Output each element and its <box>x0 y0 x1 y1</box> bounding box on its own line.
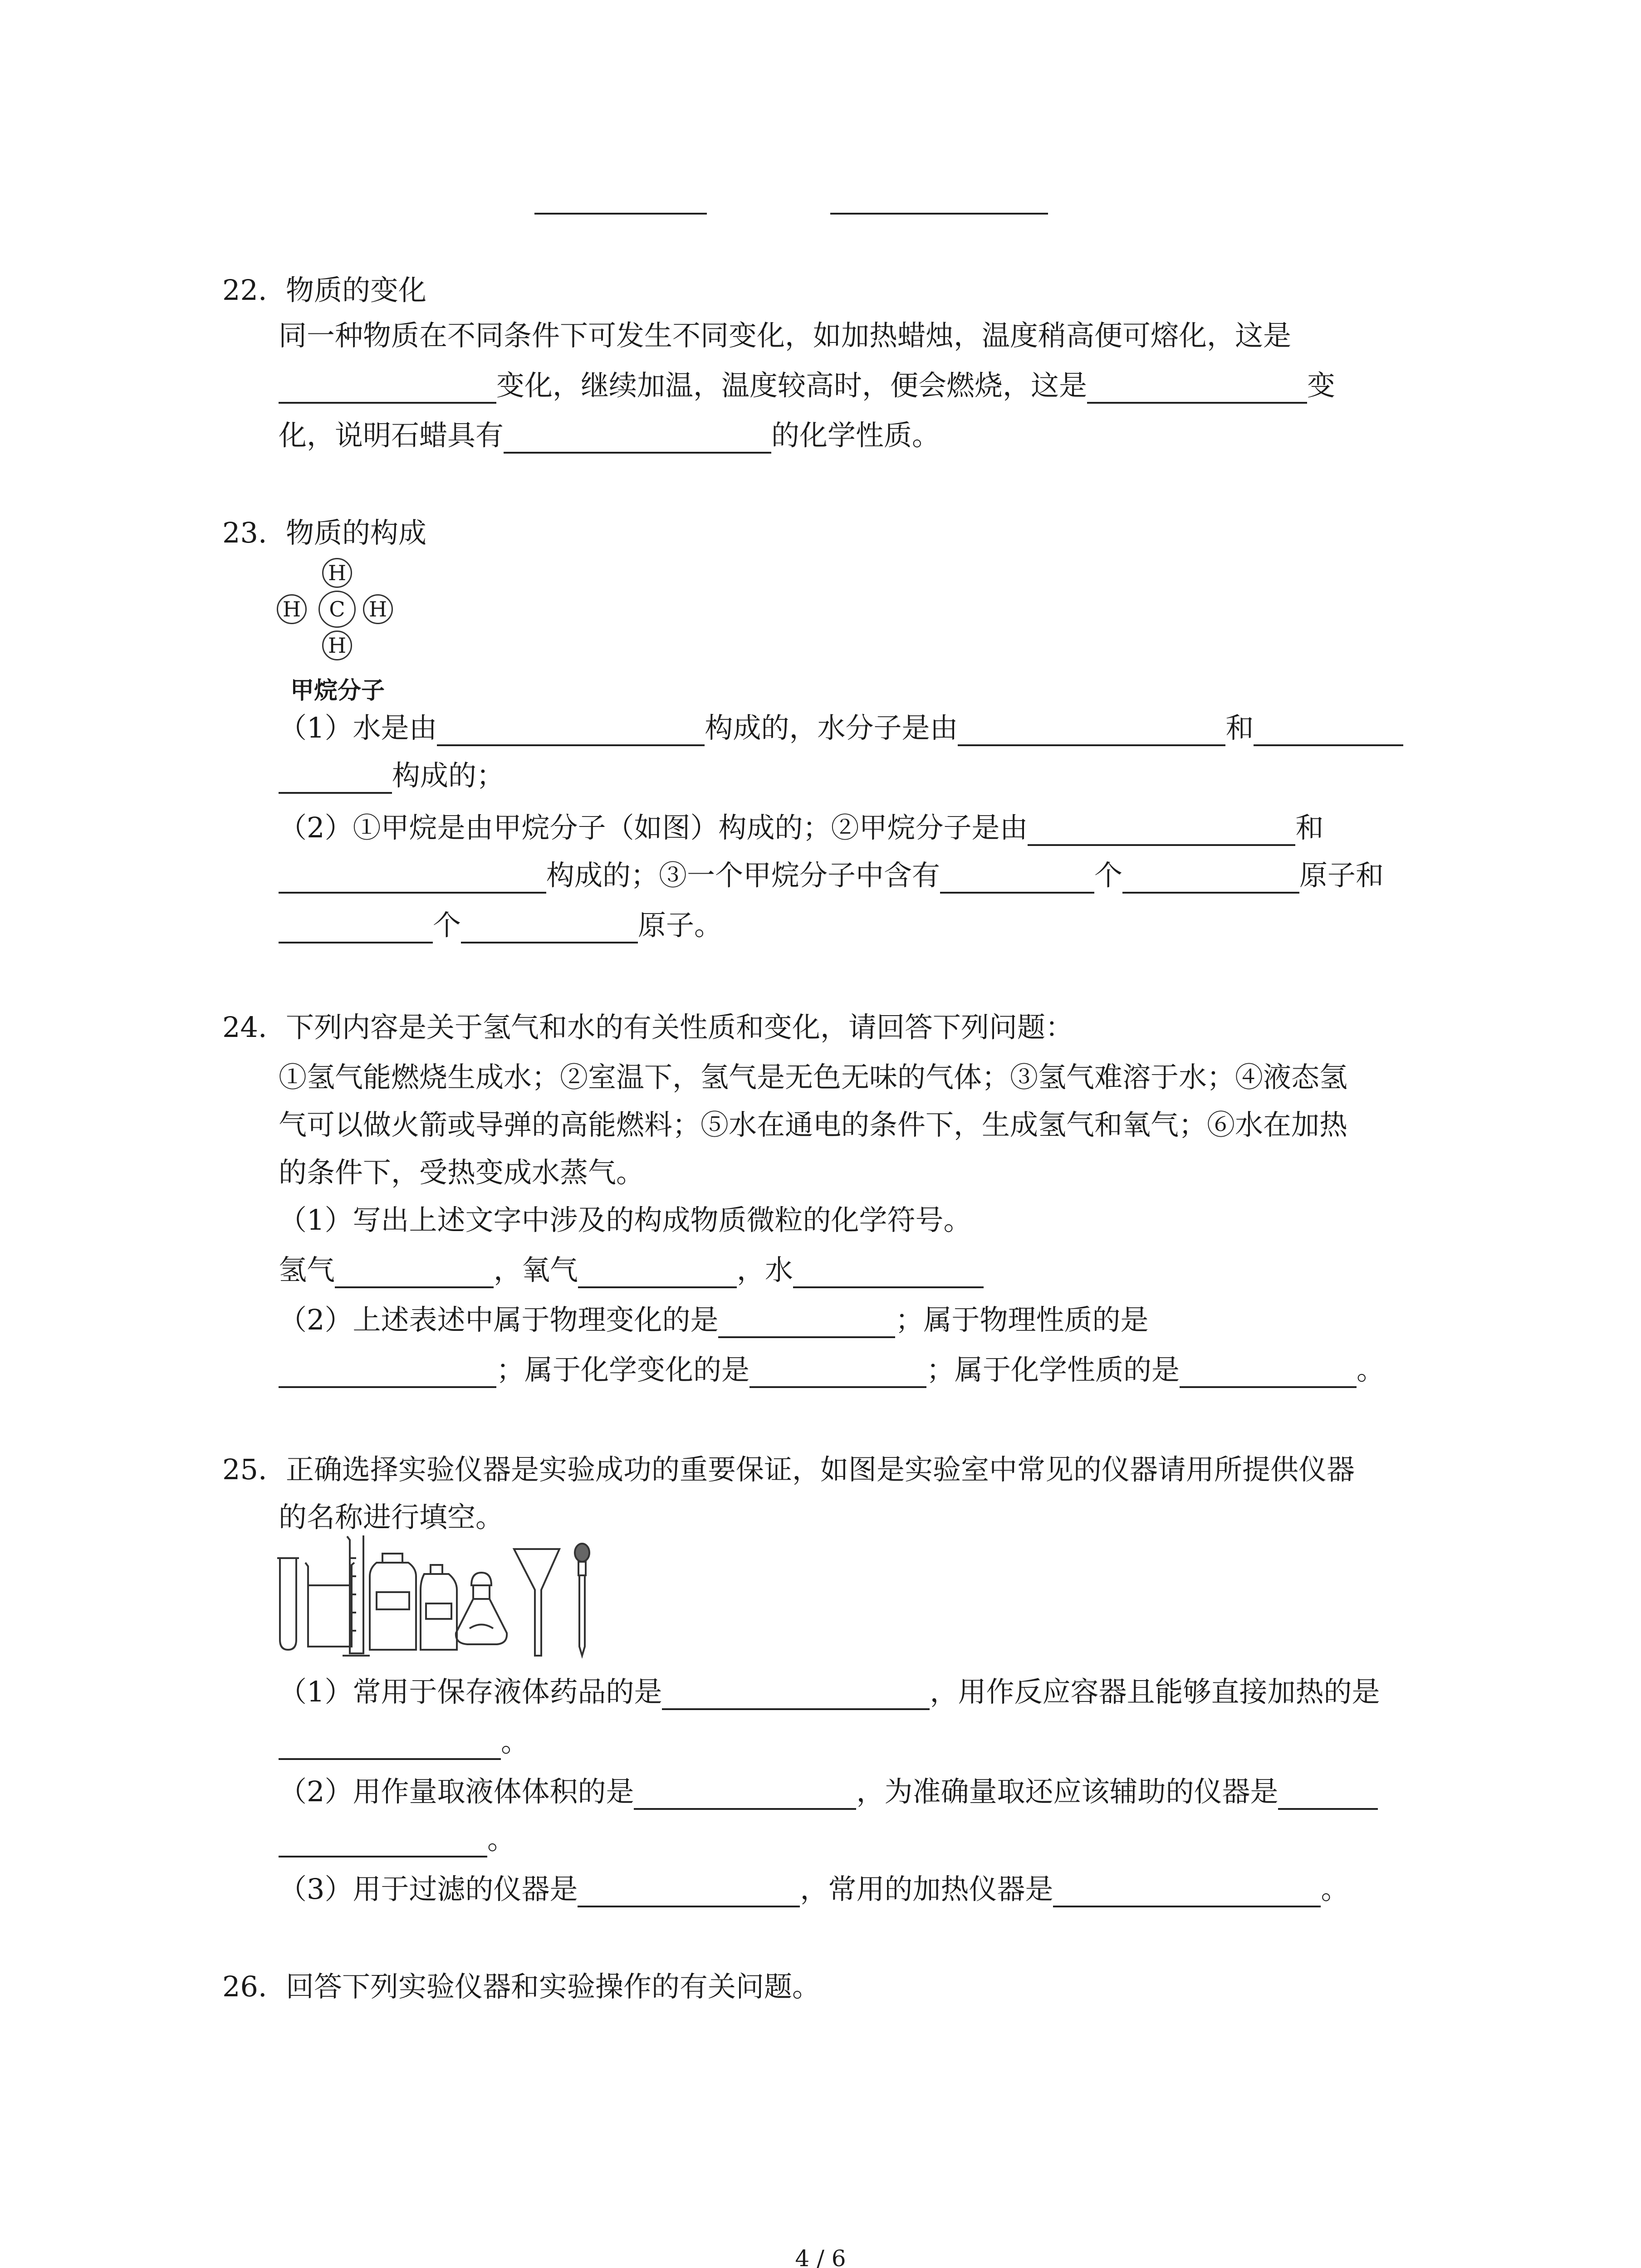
q23-blank-5[interactable] <box>1028 812 1295 846</box>
q22-line2: 变化，继续加温，温度较高时，便会燃烧，这是 变 <box>279 367 1335 404</box>
h-atom-top: H <box>322 558 352 588</box>
q23-p2-cont2: 个 原子。 <box>279 907 722 943</box>
funnel-icon <box>514 1549 559 1656</box>
answer-blank-top-1[interactable] <box>534 211 707 215</box>
q25-line2: 的名称进行填空。 <box>279 1501 504 1534</box>
q26-line: 26. 回答下列实验仪器和实验操作的有关问题。 <box>222 1970 821 2003</box>
graduated-cylinder-icon <box>343 1535 370 1656</box>
dropper-icon <box>575 1544 589 1656</box>
q23-blank-1[interactable] <box>437 713 705 746</box>
q25-blank-auxiliary-1[interactable] <box>1278 1776 1378 1810</box>
q23-blank-9[interactable] <box>279 910 433 943</box>
alcohol-lamp-icon <box>456 1573 507 1644</box>
c-atom-center: C <box>318 591 356 628</box>
q24-blank-chemical-property[interactable] <box>1180 1354 1357 1388</box>
q22-line1: 同一种物质在不同条件下可发生不同变化，如加热蜡烛，温度稍高便可熔化，这是 <box>279 319 1292 352</box>
test-tube-icon <box>277 1558 299 1650</box>
q24-line3: 气可以做火箭或导弹的高能燃料；⑤水在通电的条件下，生成氢气和氧气；⑥水在加热 <box>279 1108 1348 1141</box>
q22-blank-3[interactable] <box>504 420 771 454</box>
q24-blank-physical-change[interactable] <box>718 1305 895 1338</box>
q24-blank-water[interactable] <box>793 1255 984 1288</box>
answer-blank-top-2[interactable] <box>830 211 1048 215</box>
q23-p2: （2）①甲烷是由甲烷分子（如图）构成的；②甲烷分子是由 和 <box>279 810 1323 846</box>
narrow-mouth-bottle-icon <box>421 1565 457 1650</box>
q24-blank-h2[interactable] <box>335 1255 494 1288</box>
q23-blank-7[interactable] <box>940 860 1094 894</box>
q24-blank-chemical-change[interactable] <box>749 1354 926 1388</box>
methane-molecule-diagram <box>277 558 404 662</box>
methane-label: 甲烷分子 <box>290 677 385 704</box>
q24-symbols: 氢气 ，氧气 ，水 <box>279 1252 984 1288</box>
q23-blank-4[interactable] <box>279 760 392 794</box>
q25-p1-cont: 。 <box>279 1724 529 1760</box>
q23-title: 23. 物质的构成 <box>222 516 427 549</box>
q25-blank-liquid-storage[interactable] <box>662 1677 930 1710</box>
q25-p2: （2）用作量取液体体积的是 ，为准确量取还应该辅助的仪器是 <box>279 1774 1378 1810</box>
h-atom-right: H <box>363 594 393 624</box>
q25-p3: （3）用于过滤的仪器是 ，常用的加热仪器是 。 <box>279 1871 1349 1907</box>
page-number: 4 / 6 <box>795 2245 846 2268</box>
q25-p1: （1）常用于保存液体药品的是 ，用作反应容器且能够直接加热的是 <box>279 1674 1380 1710</box>
q25-blank-auxiliary-2[interactable] <box>279 1824 487 1857</box>
q22-title: 22. 物质的变化 <box>222 274 427 307</box>
q24-line2: ①氢气能燃烧生成水；②室温下，氢气是无色无味的气体；③氢气难溶于水；④液态氢 <box>279 1061 1348 1094</box>
h-atom-bottom: H <box>322 631 352 660</box>
beaker-icon <box>305 1563 354 1647</box>
q23-p2-cont1: 构成的；③一个甲烷分子中含有 个 原子和 <box>279 857 1384 894</box>
q23-blank-3[interactable] <box>1254 713 1403 746</box>
q25-blank-filter[interactable] <box>578 1874 800 1907</box>
q25-line1: 25. 正确选择实验仪器是实验成功的重要保证，如图是实验室中常见的仪器请用所提供仪器 <box>222 1453 1355 1486</box>
q22-blank-1[interactable] <box>279 370 496 404</box>
wide-mouth-bottle-icon <box>370 1554 416 1650</box>
h-atom-left: H <box>277 594 307 624</box>
q24-line4: 的条件下，受热变成水蒸气。 <box>279 1156 645 1189</box>
q23-blank-6[interactable] <box>279 860 546 894</box>
q24-blank-physical-property[interactable] <box>279 1354 496 1388</box>
q24-p2: （2）上述表述中属于物理变化的是 ；属于物理性质的是 <box>279 1302 1148 1338</box>
q24-line1: 24. 下列内容是关于氢气和水的有关性质和变化，请回答下列问题： <box>222 1011 1074 1044</box>
q22-blank-2[interactable] <box>1087 370 1307 404</box>
q24-p1: （1）写出上述文字中涉及的构成物质微粒的化学符号。 <box>279 1203 972 1237</box>
q23-blank-10[interactable] <box>461 910 638 943</box>
q23-p1: （1）水是由 构成的，水分子是由 和 <box>279 710 1403 746</box>
q25-blank-measuring[interactable] <box>634 1776 856 1810</box>
q25-blank-heating[interactable] <box>1053 1874 1321 1907</box>
q25-blank-reaction-vessel[interactable] <box>279 1726 501 1760</box>
q22-line3: 化，说明石蜡具有 的化学性质。 <box>279 417 940 454</box>
q24-blank-o2[interactable] <box>578 1255 737 1288</box>
q23-p1-cont: 构成的； <box>279 758 505 794</box>
q23-blank-2[interactable] <box>958 713 1225 746</box>
lab-apparatus-illustration <box>274 1531 628 1662</box>
q25-p2-cont: 。 <box>279 1821 515 1857</box>
q23-blank-8[interactable] <box>1122 860 1299 894</box>
q24-p2-cont: ；属于化学变化的是 ；属于化学性质的是 。 <box>279 1352 1385 1388</box>
